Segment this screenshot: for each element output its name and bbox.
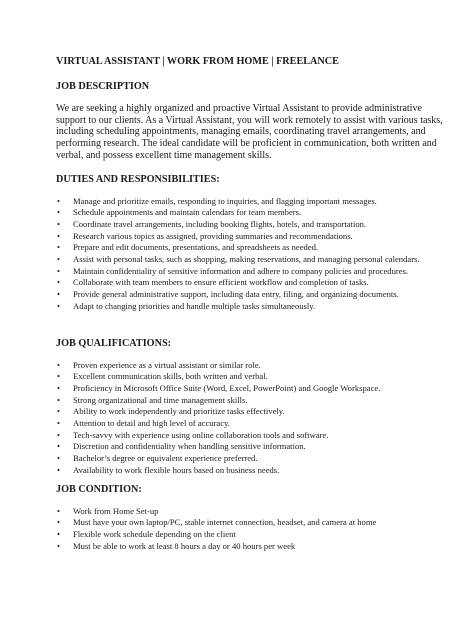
- bullet-icon: •: [57, 528, 61, 539]
- qualifications-heading: JOB QUALIFICATIONS:: [56, 337, 172, 349]
- list-item: • Proven experience as a virtual assistant or similar role.: [57, 359, 261, 370]
- bullet-icon: •: [57, 394, 61, 405]
- bullet-icon: •: [57, 359, 61, 370]
- list-item: • Strong organizational and time management skills.: [57, 394, 248, 405]
- paragraph-line: We are seeking a highly organized and proactive Virtual Assistant to provide administrative: [56, 103, 422, 114]
- bullet-icon: •: [57, 195, 61, 206]
- list-item: • Assist with personal tasks, such as shopping, making reservations, and managing personal calendars.: [57, 254, 420, 265]
- duties-list: [56, 196, 426, 313]
- bullet-icon: •: [57, 464, 61, 475]
- condition-heading: JOB CONDITION:: [56, 483, 142, 495]
- bullet-icon: •: [57, 418, 61, 429]
- document-page: [56, 55, 443, 552]
- bullet-icon: •: [57, 540, 61, 551]
- list-item: • Attention to detail and high level of accuracy.: [57, 418, 230, 429]
- list-item: • Must have your own laptop/PC, stable internet connection, headset, and camera at home: [57, 517, 377, 528]
- list-item: • Must be able to work at least 8 hours a day or 40 hours per week: [57, 540, 296, 551]
- list-item: • Coordinate travel arrangements, including booking flights, hotels, and transportation.: [57, 218, 367, 229]
- job-description-paragraph: [56, 103, 443, 162]
- list-item: • Availability to work flexible hours based on business needs.: [57, 464, 280, 475]
- list-item: • Discretion and confidentiality when handling sensitive information.: [57, 441, 306, 452]
- bullet-icon: •: [57, 254, 61, 265]
- bullet-icon: •: [57, 289, 61, 300]
- list-item: • Provide general administrative support, including data entry, filing, and organizing documents.: [57, 289, 399, 300]
- bullet-icon: •: [57, 242, 61, 253]
- bullet-icon: •: [57, 371, 61, 382]
- list-item: • Ability to work independently and prioritize tasks effectively.: [57, 406, 285, 417]
- list-item: • Schedule appointments and maintain calendars for team members.: [57, 207, 302, 218]
- list-item: • Work from Home Set-up: [57, 505, 159, 516]
- list-item: • Collaborate with team members to ensure efficient workflow and completion of tasks.: [57, 277, 369, 288]
- list-item: • Maintain confidentiality of sensitive information and adhere to company policies and procedures.: [57, 265, 409, 276]
- bullet-icon: •: [57, 382, 61, 393]
- bullet-icon: •: [57, 265, 61, 276]
- bullet-icon: •: [57, 406, 61, 417]
- list-item: • Bachelor’s degree or equivalent experience preferred.: [57, 453, 258, 464]
- duties-heading: DUTIES AND RESPONSIBILITIES:: [56, 173, 220, 185]
- paragraph-line: support to our clients. As a Virtual Assistant, you will work remotely to assist with various tasks,: [56, 114, 443, 126]
- list-item: • Adapt to changing priorities and handle multiple tasks simultaneously.: [57, 300, 316, 311]
- bullet-icon: •: [57, 429, 61, 440]
- bullet-icon: •: [57, 207, 61, 218]
- list-item: • Tech-savvy with experience using online collaboration tools and software.: [57, 429, 329, 440]
- bullet-icon: •: [57, 277, 61, 288]
- list-item: • Research various topics as assigned, providing summaries and recommendations.: [57, 230, 353, 241]
- bullet-icon: •: [57, 300, 61, 311]
- list-item: • Proficiency in Microsoft Office Suite (Word, Excel, PowerPoint) and Google Workspace.: [57, 382, 381, 393]
- condition-list: [56, 506, 426, 553]
- list-item: • Flexible work schedule depending on the client: [57, 528, 236, 539]
- bullet-icon: •: [57, 230, 61, 241]
- paragraph-line: including scheduling appointments, managing emails, coordinating travel arrangements, and: [56, 126, 426, 138]
- paragraph-line: verbal, and possess excellent time management skills.: [56, 149, 272, 161]
- document-title: VIRTUAL ASSISTANT | WORK FROM HOME | FREELANCE: [56, 56, 339, 67]
- paragraph-line: performing research. The ideal candidate will be proficient in communication, both written and: [56, 138, 437, 150]
- list-item: • Manage and prioritize emails, responding to inquiries, and flagging important messages.: [57, 195, 377, 206]
- bullet-icon: •: [57, 218, 61, 229]
- qualifications-list: [56, 360, 426, 477]
- list-item: • Prepare and edit documents, presentations, and spreadsheets as needed.: [57, 242, 319, 253]
- bullet-icon: •: [57, 441, 61, 452]
- bullet-icon: •: [57, 505, 61, 516]
- bullet-icon: •: [57, 517, 61, 528]
- list-item: • Excellent communication skills, both written and verbal.: [57, 371, 268, 382]
- bullet-icon: •: [57, 453, 61, 464]
- job-description-heading: JOB DESCRIPTION: [56, 81, 150, 92]
